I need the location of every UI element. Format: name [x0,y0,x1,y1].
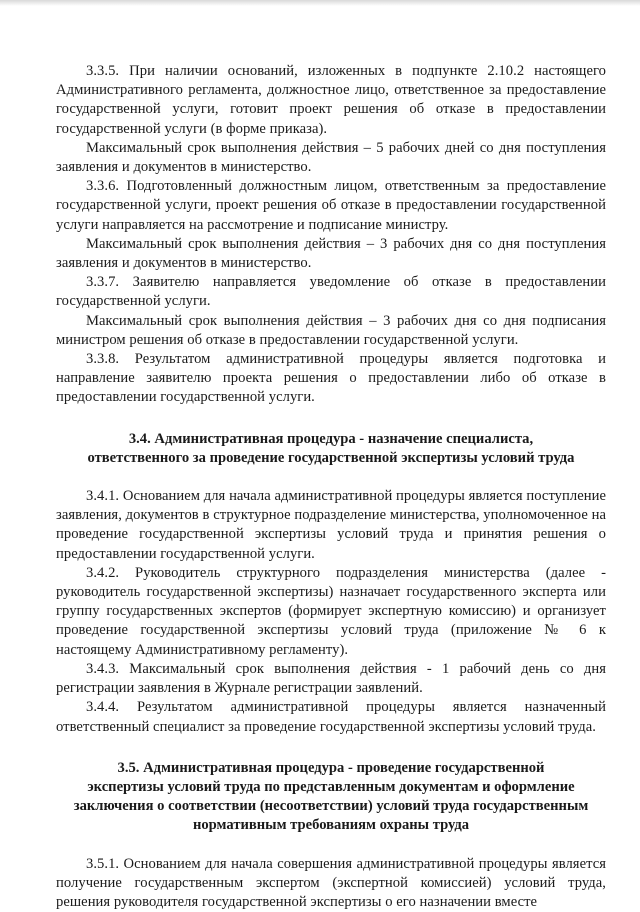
heading-line: 3.5. Административная процедура - проведение государственной [117,759,545,776]
paragraph-3-4-2: 3.4.2. Руководитель структурного подразделения министерства (далее - руководитель государственной экспертизы) назначает государственного эксперта или группу государственных экспертов (формирует экспертную комиссию) и организует проведение государственной экспертизы условий труда (приложение № 6 к настоящему Административному регламенту). [56,564,606,658]
heading-line: 3.4. Административная процедура - назначение специалиста, [128,430,534,447]
heading-line: заключения о соответствии (несоответствии) условий труда государственным [73,798,589,815]
spacer [56,737,606,759]
paragraph-3-3-5-deadline: Максимальный срок выполнения действия – 5 рабочих дней со дня поступления заявления и документов в министерство. [56,139,606,176]
spacer [56,408,606,430]
scan-top-edge [0,0,640,6]
paragraph-3-4-3: 3.4.3. Максимальный срок выполнения действия - 1 рабочий день со дня регистрации заявления в Журнале регистрации заявлений. [56,660,606,697]
paragraph-3-3-6-deadline: Максимальный срок выполнения действия – 3 рабочих дня со дня поступления заявления и документов в министерство. [56,235,606,272]
document-page [56,62,606,912]
paragraph-3-3-8: 3.3.8. Результатом административной процедуры является подготовка и направление заявителю проекта решения о предоставлении либо об отказе в предоставлении государственной услуги. [56,351,606,406]
paragraph-3-5-1: 3.5.1. Основанием для начала совершения административной процедуры является получение государственным экспертом (экспертной комиссией) условий труда, решения руководителя государственной экспертизы о его назначении вместе [56,855,606,910]
paragraph-3-3-5: 3.3.5. При наличии оснований, изложенных в подпункте 2.10.2 настоящего Административного регламента, должностное лицо, ответственное за предоставление государственной услуги, готовит проект решения об отказе в предоставлении государственной услуги (в форме приказа). [56,63,606,137]
section-heading-3-5 [56,759,606,836]
paragraph-3-3-7-deadline: Максимальный срок выполнения действия – 3 рабочих дня со дня подписания министром решения об отказе в предоставлении государственной услуги. [56,312,606,348]
paragraph-3-4-4: 3.4.4. Результатом административной процедуры является назначенный ответственный специалист за проведение государственной экспертизы условий труда. [56,699,606,735]
paragraph-3-3-7: 3.3.7. Заявителю направляется уведомление об отказе в предоставлении государственной услуги. [56,274,606,310]
paragraph-3-4-1: 3.4.1. Основанием для начала административной процедуры является поступление заявления, документов в структурное подразделение министерства, уполномоченное на проведение государственной экспертизы условий труда и принятия решения о предоставлении государственной услуги. [56,488,606,562]
heading-line: экспертизы условий труда по представленным документам и оформление [87,778,575,795]
heading-line: нормативным требованиям охраны труда [192,817,470,834]
heading-line: ответственного за проведение государственной экспертизы условий труда [87,449,575,466]
spacer [56,468,606,487]
spacer [56,836,606,855]
paragraph-3-3-6: 3.3.6. Подготовленный должностным лицом, ответственным за предоставление государственной услуги, проект решения об отказе в предоставлении государственной услуги направляется на рассмотрение и подписание министру. [56,178,606,233]
section-heading-3-4 [56,430,606,468]
